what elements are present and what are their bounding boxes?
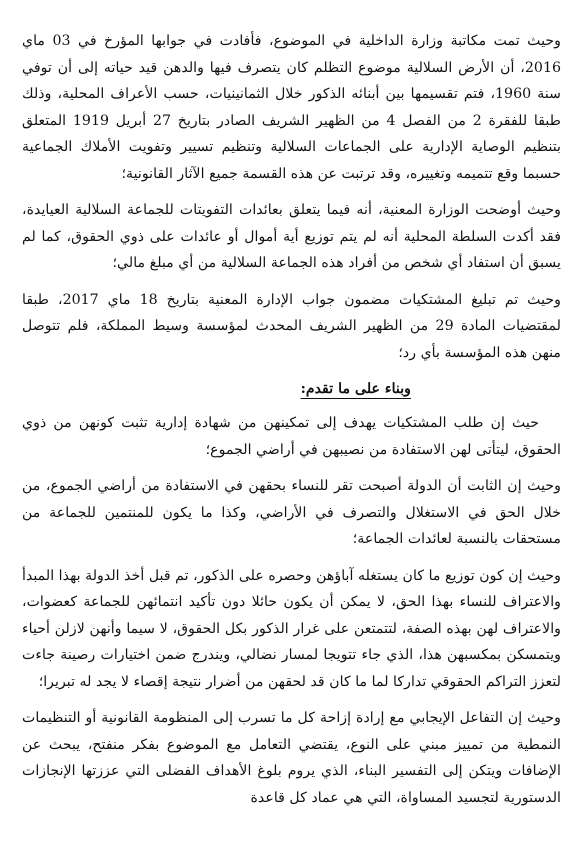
paragraph-ministry-reply: وحيث تمت مكاتبة وزارة الداخلية في الموضوع، فأفادت في جوابها المؤرخ في 03 ماي 2016، أن الأرض السلالية موضوع التظلم كان يتصرف فيها والدهن قيد حياته إلى أن توفي سنة 1960، فتم تقسيمها بين أبنائه الذكور خلال الثمانينيات، حسب الأعراف المحلية، وذلك طبقا للفقرة 2 من الفصل 4 من الظهير الشريف الصادر بتاريخ 27 أبريل 1919 المتعلق بتنظيم الوصاية الإدارية على الجماعات السلالية وتنظيم تسيير وتفويت الأملاك الجماعية حسبما وقع تتميمه وتغييره، وقد ترتبت عن هذه القسمة جميع الآثار القانونية؛ bbox=[22, 33, 562, 182]
paragraph-notification: وحيث تم تبليغ المشتكيات مضمون جواب الإدارة المعنية بتاريخ 18 ماي 2017، طبقا لمقتضيات المادة 29 من الظهير الشريف المحدث لمؤسسة وسيط المملكة، فلم تتوصل منهن هذه المؤسسة بأي رد؛ bbox=[22, 291, 562, 361]
paragraph-distribution: وحيث إن كون توزيع ما كان يستغله آباؤهن وحصره على الذكور، تم قبل أخذ الدولة بهذا المبدأ والاعتراف للنساء بهذا الحق، لا يمكن أن يكون حائلا دون تأكيد انتمائهن للجماعة كعضوات، والاعتراف لهن بهذه الصفة، لتتمتعن على غرار الذكور بكل الحقوق، لا سيما وأنهن لازلن أحياء ويتمسكن بمكسبهن هذا، الذي جاء تتويجا لمسار نضالي، ويندرج ضمن اختيارات رصينة جاءت لتعزز التراكم الحقوقي تداركا لما ما كان قد لحقهن من أضرار نتيجة إقصاء لا يجد له تبريرا؛ bbox=[22, 567, 561, 690]
section-heading bbox=[22, 376, 561, 402]
paragraph-positive-interaction: وحيث إن التفاعل الإيجابي مع إرادة إزاحة كل ما تسرب إلى المنظومة القانونية أو التنظيمات النمطية من تمييز مبني على النوع، يقتضي التعامل مع الموضوع بفكر منفتح، يبحث عن الإضافات ويتكن إلى التفسير البناء، الذي يروم بلوغ الأهداف الفضلى التي عززتها الإنجازات الدستورية لتجسيد المساواة، التي هي عماد كل قاعدة bbox=[22, 710, 561, 806]
paragraph-state-recognition: وحيث إن الثابت أن الدولة أصبحت تقر للنساء بحقهن في الاستفادة من أراضي الجموع، من خلال الحق في الاستغلال والتصرف في الأراضي، وكذا ما يكون للمنتمين للجماعة من مستحقات بالنسبة لعائدات الجماعة؛ bbox=[22, 478, 561, 547]
paragraph-ministry-clarification: وحيث أوضحت الوزارة المعنية، أنه فيما يتعلق بعائدات التفويتات للجماعة السلالية العيايدة، فقد أكدت السلطة المحلية أنه لم يتم توزيع أية أموال أو عائدات على ذوي الحقوق، كما لم يسبق أن استفاد أي شخص من أفراد هذه الجماعة السلالية من أي مبلغ مالي؛ bbox=[22, 202, 561, 271]
section-heading-text: وبناء على ما تقدم: bbox=[300, 381, 411, 397]
paragraph-request: حيث إن طلب المشتكيات يهدف إلى تمكينهن من شهادة إدارية تثبت كونهن من ذوي الحقوق، ليتأتى لهن الاستفادة من نصيبهن في أراضي الجموع؛ bbox=[22, 415, 561, 458]
